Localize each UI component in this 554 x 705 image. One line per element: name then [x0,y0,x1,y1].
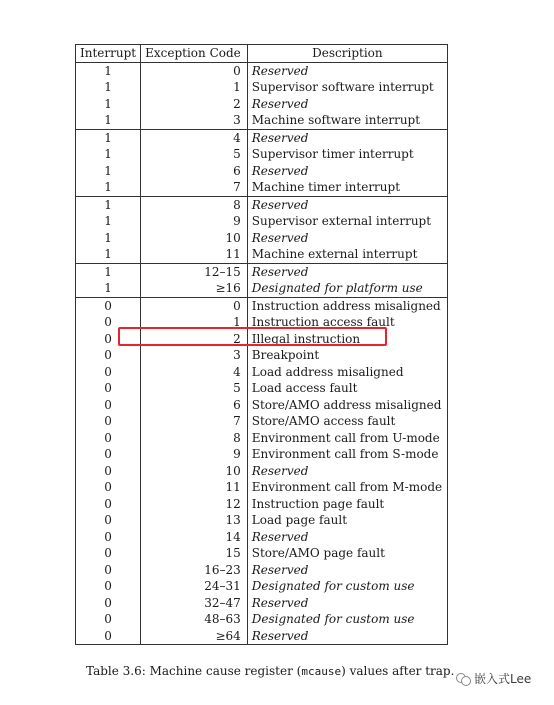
cell-exception-code: 8 [141,196,248,213]
cell-description: Load page fault [251,513,348,527]
cell-description: Reserved [251,63,309,78]
cell-exception-code: 5 [141,380,248,397]
cell-description: Machine software interrupt [251,113,421,127]
cell-interrupt: 0 [76,347,141,364]
table-row [76,179,448,196]
cell-interrupt: 0 [76,578,141,595]
cell-exception-code: 32–47 [141,595,248,612]
watermark [456,670,531,687]
cell-description: Environment call from M-mode [251,480,443,494]
table-caption [86,664,454,678]
cell-description: Machine external interrupt [251,247,418,261]
table-row [76,545,448,562]
cell-exception-code: 5 [141,146,248,163]
cell-exception-code: ≥64 [141,628,248,645]
table-row [76,578,448,595]
cell-interrupt: 1 [76,112,141,129]
table-row [76,430,448,447]
cell-interrupt: 0 [76,364,141,381]
table-row [76,79,448,96]
cell-interrupt: 1 [76,280,141,297]
header-exception-code: Exception Code [141,45,248,63]
table-row [76,479,448,496]
cell-interrupt: 0 [76,463,141,480]
cell-exception-code: 3 [141,347,248,364]
cell-exception-code: 0 [141,62,248,79]
cell-interrupt: 0 [76,446,141,463]
table-row [76,380,448,397]
cell-exception-code: 10 [141,463,248,480]
highlight-box [118,327,387,346]
cell-exception-code: 1 [141,314,248,331]
cell-exception-code: 4 [141,129,248,146]
cell-description: Instruction address misaligned [247,297,447,314]
cell-description: Reserved [247,196,447,213]
table-row [76,446,448,463]
table-row [76,96,448,113]
cell-interrupt: 0 [76,430,141,447]
cell-exception-code: 24–31 [141,578,248,595]
cell-interrupt: 0 [76,397,141,414]
table-row [76,364,448,381]
caption-suffix: ) values after trap. [341,664,455,678]
table-row [76,263,448,280]
table-row [76,112,448,129]
cell-description: Supervisor timer interrupt [251,147,414,161]
cell-description: Reserved [251,628,309,643]
cell-interrupt: 0 [76,512,141,529]
table-row [76,230,448,247]
cell-description: Environment call from U-mode [251,430,440,445]
header-interrupt: Interrupt [76,45,141,63]
cell-exception-code: 14 [141,529,248,546]
cell-description: Environment call from S-mode [251,447,439,461]
table-row [76,129,448,146]
table-row [76,611,448,628]
cell-exception-code: 6 [141,163,248,180]
cell-exception-code: 48–63 [141,611,248,628]
cell-description: Designated for custom use [251,612,415,626]
cell-interrupt: 1 [76,230,141,247]
cell-interrupt: 0 [76,314,141,331]
cell-description: Load address misaligned [251,364,404,379]
wechat-icon [456,673,470,685]
cell-description: Load access fault [251,381,358,395]
table-row [76,512,448,529]
cell-description: Store/AMO address misaligned [251,397,442,412]
table-row [76,246,448,263]
cell-description: Store/AMO page fault [251,546,385,560]
cell-exception-code: ≥16 [141,280,248,297]
table-row [76,297,448,314]
cell-exception-code: 2 [141,96,248,113]
cell-interrupt: 1 [76,196,141,213]
cell-description: Breakpoint [251,348,320,362]
cell-exception-code: 0 [141,297,248,314]
cell-description: Supervisor software interrupt [251,80,434,94]
cell-exception-code: 15 [141,545,248,562]
table-header-row [76,45,448,63]
cell-description: Reserved [247,263,447,280]
cell-interrupt: 0 [76,595,141,612]
table-row [76,628,448,645]
cell-description: Reserved [251,562,309,577]
cell-exception-code: 8 [141,430,248,447]
cell-description: Reserved [247,129,447,146]
table-body [76,62,448,645]
cell-interrupt: 0 [76,628,141,645]
watermark-text: 嵌入式Lee [474,672,532,686]
cell-description: Reserved [251,163,309,178]
cell-exception-code: 9 [141,213,248,230]
header-description: Description [247,45,447,63]
cell-interrupt: 1 [76,146,141,163]
cell-interrupt: 0 [76,529,141,546]
cell-interrupt: 1 [76,163,141,180]
cell-description: Store/AMO access fault [251,414,396,428]
cell-exception-code: 10 [141,230,248,247]
table-row [76,347,448,364]
cell-exception-code: 2 [141,331,248,348]
cell-exception-code: 12 [141,496,248,513]
cell-interrupt: 0 [76,611,141,628]
cell-description: Instruction page fault [251,496,385,511]
cell-exception-code: 11 [141,246,248,263]
cell-interrupt: 0 [76,545,141,562]
table-row [76,397,448,414]
table-row [76,529,448,546]
cell-exception-code: 4 [141,364,248,381]
cell-interrupt: 1 [76,62,141,79]
caption-prefix: Table 3.6: Machine cause register ( [86,664,302,678]
cell-description: Reserved [251,96,309,111]
cell-description: Reserved [251,230,309,245]
cell-description: Reserved [251,529,309,544]
cell-interrupt: 0 [76,297,141,314]
cell-exception-code: 7 [141,179,248,196]
cell-description: Designated for platform use [251,281,423,295]
cell-interrupt: 1 [76,79,141,96]
table-row [76,562,448,579]
cell-description: Reserved [251,595,309,610]
cell-exception-code: 7 [141,413,248,430]
cell-description: Designated for custom use [251,579,415,593]
table-row [76,62,448,79]
table-row [76,196,448,213]
cell-exception-code: 11 [141,479,248,496]
cell-exception-code: 12–15 [141,263,248,280]
table-row [76,413,448,430]
table-row [76,595,448,612]
cell-interrupt: 1 [76,263,141,280]
caption-register-name: mcause [301,665,342,678]
cell-interrupt: 0 [76,562,141,579]
cell-interrupt: 1 [76,96,141,113]
cell-interrupt: 0 [76,331,141,348]
cell-interrupt: 1 [76,129,141,146]
cell-description: Machine timer interrupt [251,180,401,194]
cell-exception-code: 9 [141,446,248,463]
cell-exception-code: 6 [141,397,248,414]
table-row [76,280,448,297]
table-row [76,496,448,513]
cell-interrupt: 1 [76,246,141,263]
table-row [76,163,448,180]
cell-interrupt: 0 [76,380,141,397]
cell-interrupt: 0 [76,496,141,513]
table-row [76,213,448,230]
cell-exception-code: 13 [141,512,248,529]
cell-description: Illegal instruction [251,331,361,346]
table-row [76,463,448,480]
cell-description: Instruction access fault [251,315,395,329]
cell-interrupt: 0 [76,413,141,430]
cell-description: Supervisor external interrupt [251,214,432,228]
cell-exception-code: 16–23 [141,562,248,579]
cell-interrupt: 1 [76,213,141,230]
table-row [76,146,448,163]
cell-exception-code: 3 [141,112,248,129]
cell-interrupt: 1 [76,179,141,196]
cell-description: Reserved [251,463,309,478]
cell-exception-code: 1 [141,79,248,96]
cell-interrupt: 0 [76,479,141,496]
